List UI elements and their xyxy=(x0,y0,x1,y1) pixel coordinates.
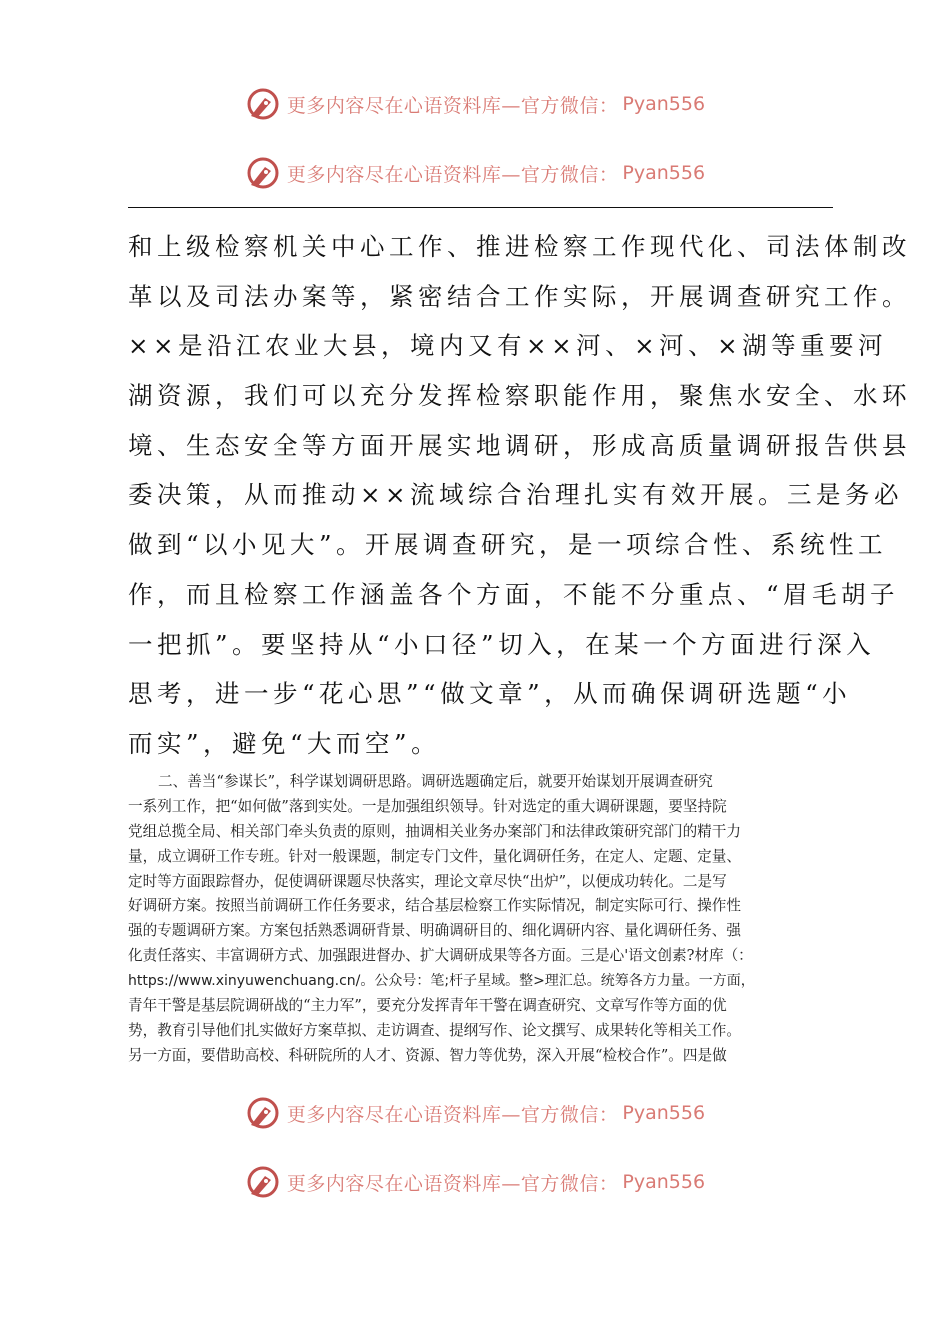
small-line: 二、善当“参谋长”，科学谋划调研思路。调研选题确定后，就要开始谋划开展调查研究 xyxy=(158,773,713,790)
body-line: 一把抓”。要坚持从“小口径”切入，在某一个方面进行深入 xyxy=(128,629,876,659)
watermark-text: 更多内容尽在心语资料库—官方微信： xyxy=(286,1172,619,1195)
small-line: 量，成立调研工作专班。针对一般课题，制定专门文件，量化调研任务，在定人、定题、定量、 xyxy=(128,847,741,865)
body-line: 和上级检察机关中心工作、推进检察工作现代化、司法体制改 xyxy=(128,232,911,261)
pen-nib-icon xyxy=(245,1164,281,1200)
pen-nib-icon xyxy=(245,86,281,122)
body-line: 思考，进一步“花心思”“做文章”，从而确保调研选题“小 xyxy=(128,679,852,709)
pen-nib-icon xyxy=(245,155,281,191)
watermark-id: Pyan556 xyxy=(622,1102,706,1124)
watermark-banner-bottom-2 xyxy=(0,1162,950,1202)
watermark-id: Pyan556 xyxy=(622,1171,706,1193)
body-line: 境、生态安全等方面开展实地调研，形成高质量调研报告供县 xyxy=(128,430,911,460)
pen-nib-icon xyxy=(245,1095,281,1131)
body-line: 湖资源，我们可以充分发挥检察职能作用，聚焦水安全、水环 xyxy=(128,381,911,411)
watermark-banner-top-1 xyxy=(0,84,950,124)
small-line: 另一方面，要借助高校、科研院所的人才、资源、智力等优势，深入开展“检校合作”。四是做 xyxy=(128,1046,727,1064)
watermark-text: 更多内容尽在心语资料库—官方微信： xyxy=(286,94,619,117)
small-line: 好调研方案。按照当前调研工作任务要求，结合基层检察工作实际情况，制定实际可行、操作性 xyxy=(128,897,741,915)
body-line: 做到“以小见大”。开展调查研究，是一项综合性、系统性工 xyxy=(128,530,888,560)
watermark-id: Pyan556 xyxy=(622,162,706,184)
small-line: 强的专题调研方案。方案包括熟悉调研背景、明确调研目的、细化调研内容、量化调研任务、强 xyxy=(128,922,741,940)
watermark-id: Pyan556 xyxy=(622,93,706,115)
small-line: 一系列工作，把“如何做”落到实处。一是加强组织领导。针对选定的重大调研课题，要坚持院 xyxy=(128,797,727,815)
body-line: 作，而且检察工作涵盖各个方面，不能不分重点、“眉毛胡子 xyxy=(128,579,900,609)
small-line: 势，教育引导他们扎实做好方案草拟、走访调查、提纲写作、论文撰写、成果转化等相关工作。 xyxy=(128,1021,741,1039)
small-line: 化责任落实、丰富调研方式、加强跟进督办、扩大调研成果等各方面。三是心'语文创素?材库（： xyxy=(128,947,753,965)
header-divider xyxy=(128,207,833,208)
body-line: 而实”，避免“大而空”。 xyxy=(128,728,441,758)
body-line: ××是沿江农业大县，境内又有××河、×河、×湖等重要河 xyxy=(128,331,888,361)
body-line: 委决策，从而推动××流域综合治理扎实有效开展。三是务必 xyxy=(128,480,904,510)
body-paragraph-large xyxy=(128,222,911,769)
watermark-text: 更多内容尽在心语资料库—官方微信： xyxy=(286,163,619,186)
small-line: 定时等方面跟踪督办，促使调研课题尽快落实，理论文章尽快“出炉”，以便成功转化。二是写 xyxy=(128,872,727,890)
watermark-text: 更多内容尽在心语资料库—官方微信： xyxy=(286,1103,619,1126)
body-paragraph-small xyxy=(128,770,833,1069)
watermark-banner-top-2 xyxy=(0,153,950,193)
small-line: 党组总揽全局、相关部门牵头负责的原则，抽调相关业务办案部门和法律政策研究部门的精干力 xyxy=(128,822,741,840)
small-line: 青年干警是基层院调研战的“主力军”，要充分发挥青年干警在调查研究、文章写作等方面的优 xyxy=(128,997,727,1015)
body-line: 革以及司法办案等，紧密结合工作实际，开展调查研究工作。 xyxy=(128,281,911,311)
watermark-banner-bottom-1 xyxy=(0,1093,950,1133)
small-line: https://www.xinyuwenchuang.cn/。公众号：笔;杆子星域。整>理汇总。统筹各方力量。一方面， xyxy=(128,973,755,990)
